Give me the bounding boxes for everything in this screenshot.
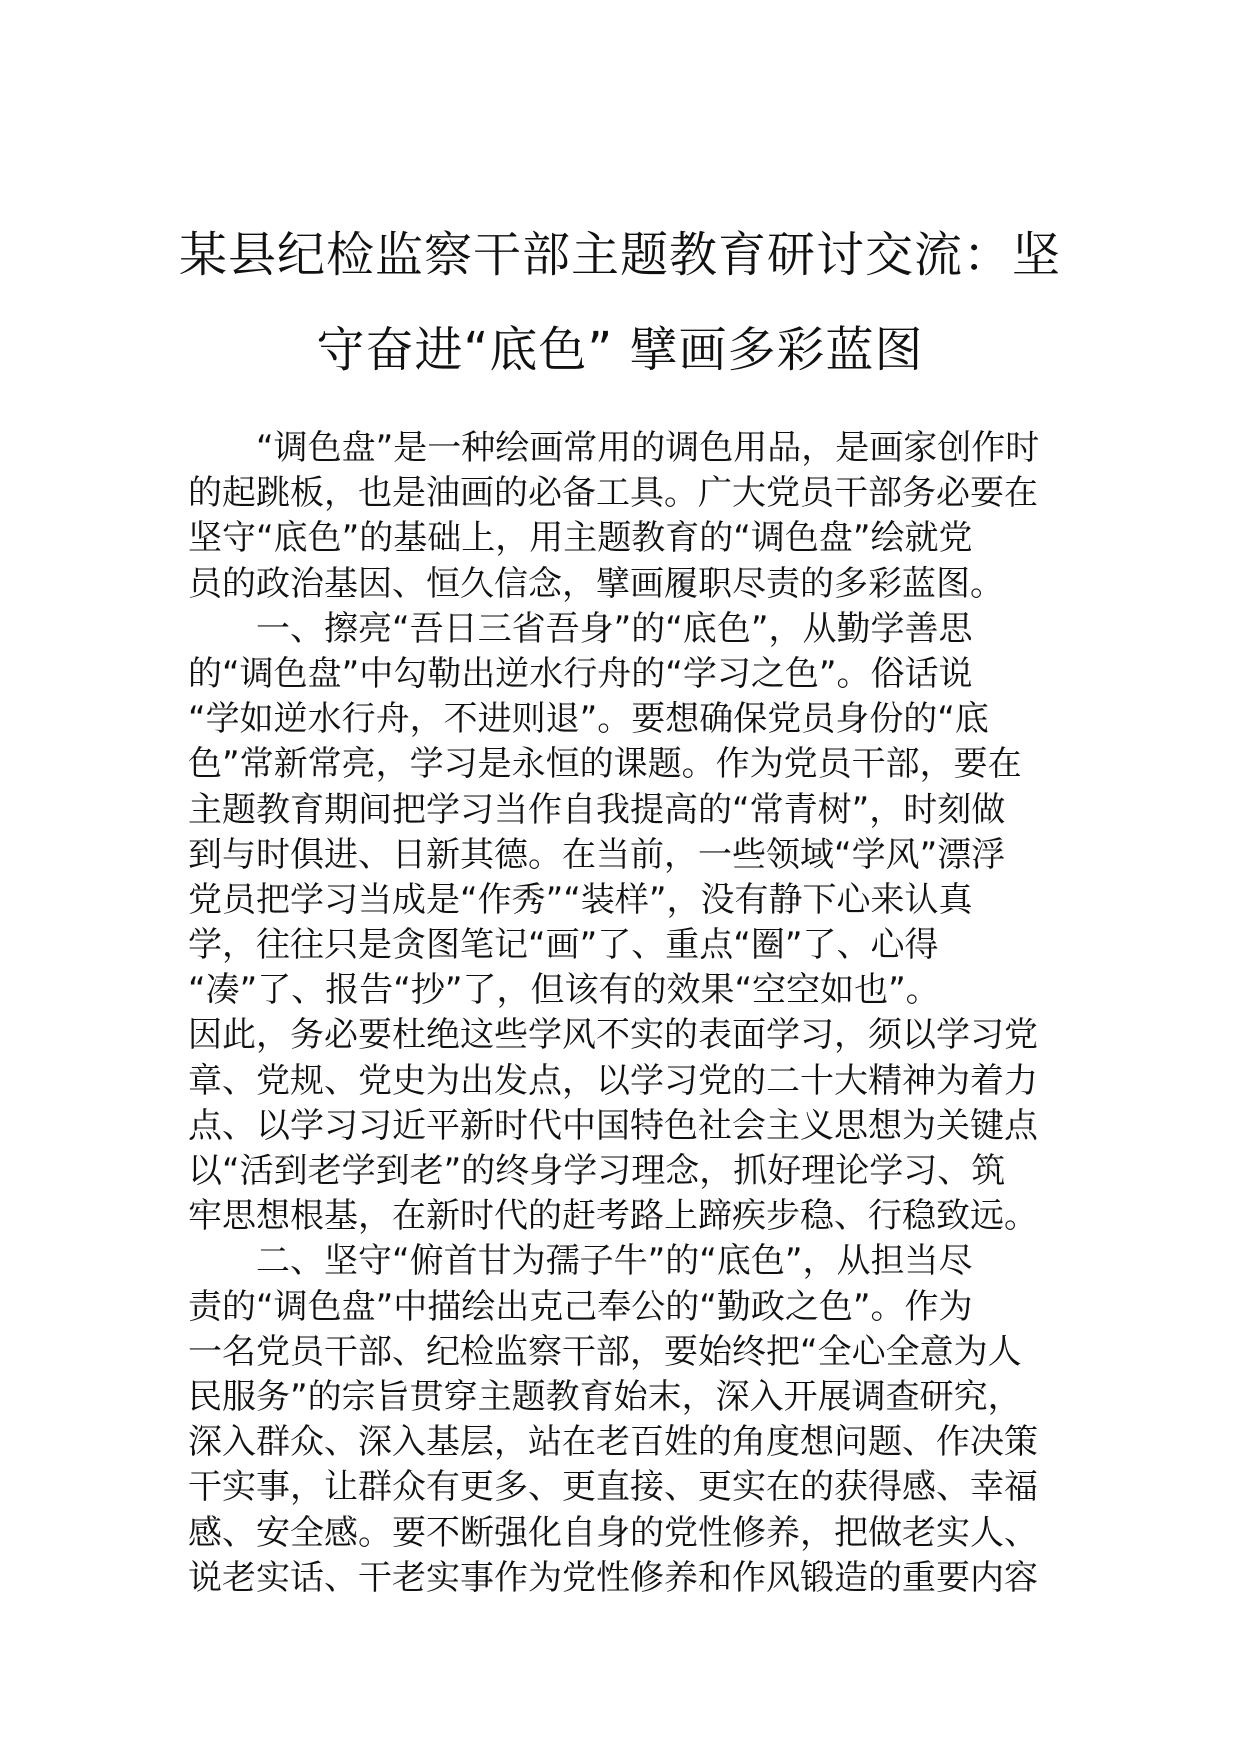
section-one-line: 牢思想根基，在新时代的赶考路上蹄疾步稳、行稳致远。 — [188, 1196, 1038, 1237]
section-two-line: 深入群众、深入基层，站在老百姓的角度想问题、作决策 — [188, 1422, 1038, 1463]
paragraph-intro-line: “调色盘”是一种绘画常用的调色用品，是画家创作时 — [256, 428, 1040, 468]
section-one-line: 色”常新常亮，学习是永恒的课题。作为党员干部，要在 — [188, 744, 1022, 785]
section-one-line: 点、以学习习近平新时代中国特色社会主义思想为关键点 — [188, 1105, 1038, 1146]
section-one-line: 因此，务必要杜绝这些学风不实的表面学习，须以学习党 — [188, 1015, 1038, 1056]
title-line-1: 某县纪检监察干部主题教育研讨交流：坚 — [178, 227, 1061, 283]
section-two-line: 说老实话、干老实事作为党性修养和作风锻造的重要内容 — [188, 1557, 1038, 1598]
document-body — [188, 426, 1054, 1601]
section-one-line: 的“调色盘”中勾勒出逆水行舟的“学习之色”。俗话说 — [188, 653, 973, 694]
paragraph-intro-line: 员的政治基因、恒久信念，擘画履职尽责的多彩蓝图。 — [188, 563, 1004, 604]
section-one-line: “学如逆水行舟，不进则退”。要想确保党员身份的“底 — [188, 699, 989, 740]
section-one-line: 学，往往只是贪图笔记“画”了、重点“圈”了、心得 — [188, 925, 939, 966]
section-two-line: 感、安全感。要不断强化自身的党性修养，把做老实人、 — [188, 1512, 1038, 1553]
section-one-line: 党员把学习当成是“作秀”“装样”，没有静下心来认真 — [188, 879, 973, 920]
section-two-line: 责的“调色盘”中描绘出克己奉公的“勤政之色”。作为 — [188, 1286, 973, 1327]
section-two-line: 民服务”的宗旨贯穿主题教育始末，深入开展调查研究， — [188, 1376, 1022, 1417]
title-line-2: 守奋进“底色” 擘画多彩蓝图 — [316, 322, 924, 378]
paragraph-intro-line: 的起跳板，也是油画的必备工具。广大党员干部务必要在 — [188, 473, 1038, 514]
section-one-line: “凑”了、报告“抄”了，但该有的效果“空空如也”。 — [188, 970, 940, 1011]
document-title — [150, 208, 1090, 398]
section-two-line: 二、坚守“俯首甘为孺子牛”的“底色”，从担当尽 — [256, 1241, 973, 1282]
section-one-line: 一、擦亮“吾日三省吾身”的“底色”，从勤学善思 — [256, 608, 973, 649]
section-one-line: 到与时俱进、日新其德。在当前，一些领域“学风”漂浮 — [188, 834, 1006, 875]
paragraph-intro-line: 坚守“底色”的基础上，用主题教育的“调色盘”绘就党 — [188, 518, 973, 559]
section-two-line: 干实事，让群众有更多、更直接、更实在的获得感、幸福 — [188, 1467, 1038, 1508]
section-one-line: 主题教育期间把学习当作自我提高的“常青树”，时刻做 — [188, 789, 1006, 830]
section-one-line: 以“活到老学到老”的终身学习理念，抓好理论学习、筑 — [188, 1151, 1006, 1191]
section-one-line: 章、党规、党史为出发点，以学习党的二十大精神为着力 — [188, 1060, 1038, 1101]
section-two-line: 一名党员干部、纪检监察干部，要始终把“全心全意为人 — [188, 1331, 1022, 1372]
